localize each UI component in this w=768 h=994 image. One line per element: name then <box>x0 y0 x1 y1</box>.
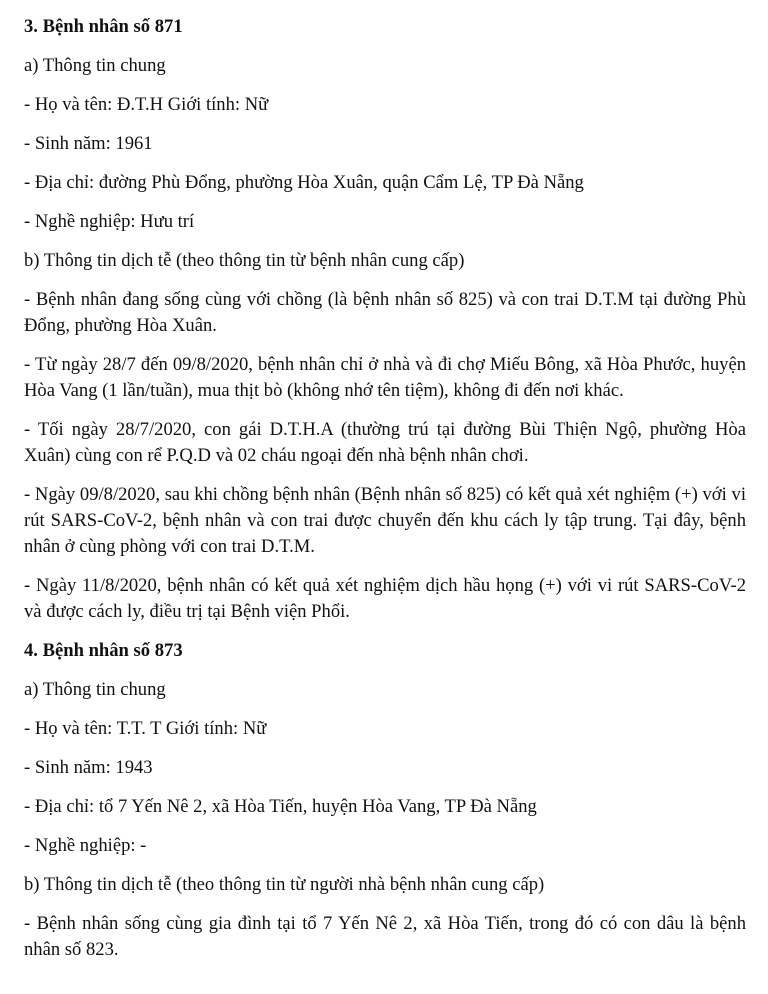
patient-occupation: - Nghề nghiệp: Hưu trí <box>24 211 195 232</box>
section-heading: 3. Bệnh nhân số 871 <box>24 16 183 37</box>
epi-paragraph: - Tối ngày 28/7/2020, con gái D.T.H.A (thường trú tại đường Bùi Thiện Ngộ, phường Hòa Xuân) cùng con rể P.Q.D và 02 cháu ngoại đến nhà bệnh nhân chơi. <box>24 419 746 466</box>
section-heading: 4. Bệnh nhân số 873 <box>24 640 183 661</box>
epi-paragraph: - Ngày 09/8/2020, sau khi chồng bệnh nhân (Bệnh nhân số 825) có kết quả xét nghiệm (+) với vi rút SARS-CoV-2, bệnh nhân và con trai được chuyển đến khu cách ly tập trung. Tại đây, bệnh nhân ở cùng phòng với con trai D.T.M. <box>24 484 746 557</box>
subsection-title: b) Thông tin dịch tễ (theo thông tin từ bệnh nhân cung cấp) <box>24 250 465 271</box>
patient-occupation: - Nghề nghiệp: - <box>24 835 147 856</box>
patient-address: - Địa chỉ: đường Phù Đổng, phường Hòa Xuân, quận Cẩm Lệ, TP Đà Nẵng <box>24 172 584 193</box>
subsection-title: a) Thông tin chung <box>24 679 166 700</box>
epi-paragraph: - Ngày 11/8/2020, bệnh nhân có kết quả xét nghiệm dịch hầu họng (+) với vi rút SARS-CoV-2 và được cách ly, điều trị tại Bệnh viện Phổi. <box>24 575 746 622</box>
patient-birth-year: - Sinh năm: 1961 <box>24 133 153 154</box>
patient-name-gender: - Họ và tên: T.T. T Giới tính: Nữ <box>24 718 267 739</box>
epi-paragraph: - Bệnh nhân đang sống cùng với chồng (là bệnh nhân số 825) và con trai D.T.M tại đường Phù Đổng, phường Hòa Xuân. <box>24 289 746 336</box>
subsection-title: b) Thông tin dịch tễ (theo thông tin từ người nhà bệnh nhân cung cấp) <box>24 874 545 895</box>
patient-address: - Địa chỉ: tổ 7 Yến Nê 2, xã Hòa Tiến, huyện Hòa Vang, TP Đà Nẵng <box>24 796 537 817</box>
subsection-title: a) Thông tin chung <box>24 55 166 76</box>
patient-name-gender: - Họ và tên: Đ.T.H Giới tính: Nữ <box>24 94 269 115</box>
patient-birth-year: - Sinh năm: 1943 <box>24 757 153 778</box>
document-page <box>24 14 746 963</box>
epi-paragraph: - Bệnh nhân sống cùng gia đình tại tổ 7 Yến Nê 2, xã Hòa Tiến, trong đó có con dâu là bệnh nhân số 823. <box>24 913 746 960</box>
epi-paragraph: - Từ ngày 28/7 đến 09/8/2020, bệnh nhân chỉ ở nhà và đi chợ Miếu Bông, xã Hòa Phước, huyện Hòa Vang (1 lần/tuần), mua thịt bò (không nhớ tên tiệm), không đi đến nơi khác. <box>24 354 746 401</box>
